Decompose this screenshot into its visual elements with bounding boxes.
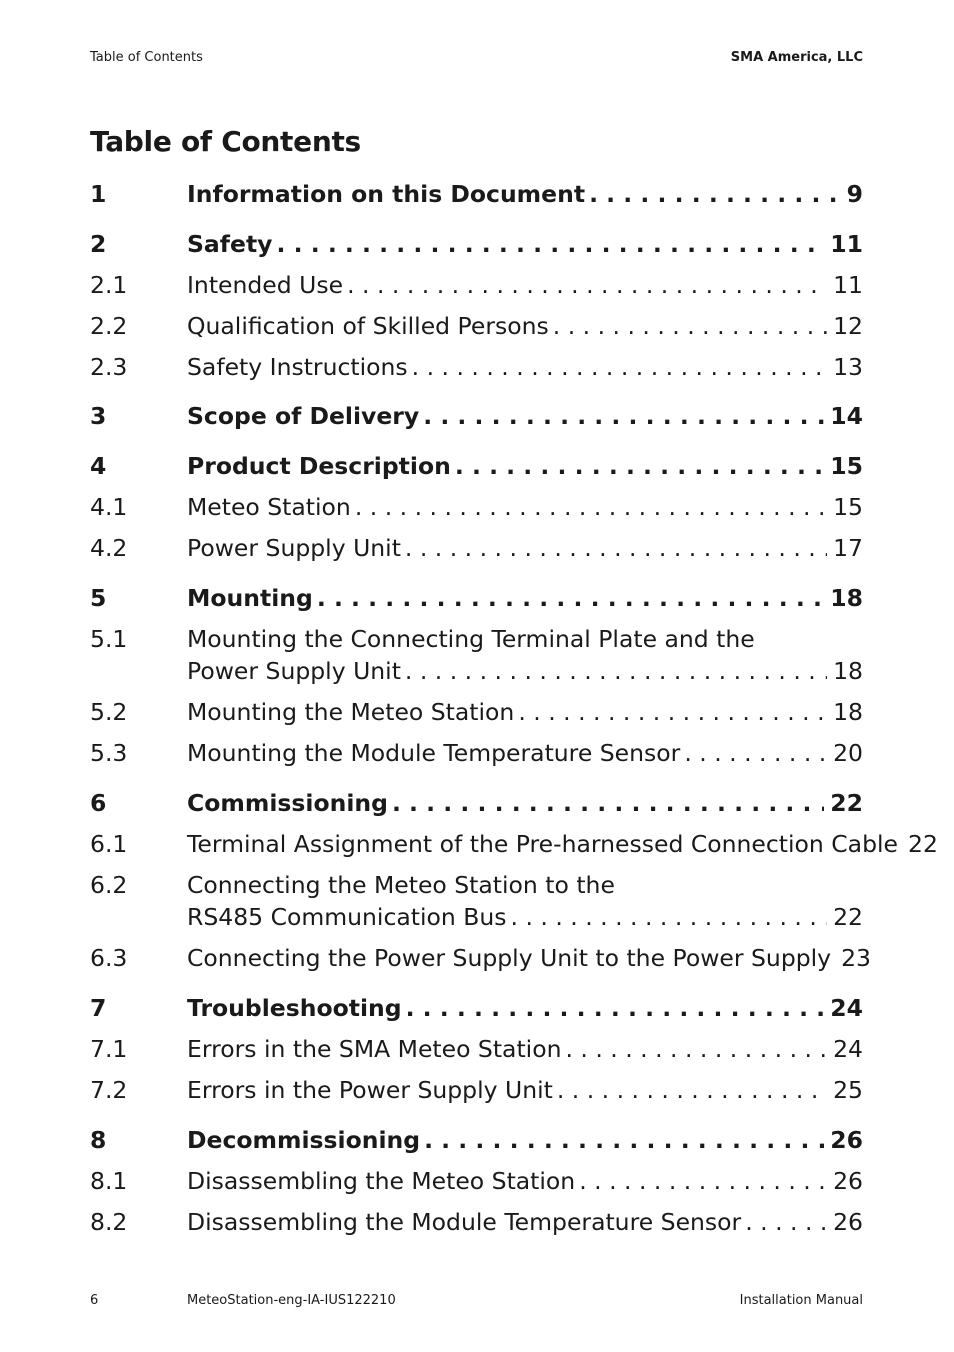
toc-entry[interactable] (90, 869, 863, 933)
toc-entry[interactable] (90, 942, 871, 974)
dot-leader (401, 532, 827, 564)
toc-entry-number: 7.1 (90, 1035, 128, 1063)
toc-entry-number: 8.2 (90, 1208, 128, 1236)
toc-entry-title: Troubleshooting (187, 994, 402, 1022)
toc-entry-number: 3 (90, 402, 107, 430)
toc-entry-page: 22 (833, 903, 863, 931)
toc-entry-page: 13 (833, 353, 863, 381)
toc-entry-title: Mounting the Module Temperature Sensor (187, 739, 681, 767)
dot-leader (408, 351, 827, 383)
toc-entry[interactable] (90, 351, 863, 383)
dot-leader (351, 491, 827, 523)
dot-leader (507, 901, 828, 933)
dot-leader (553, 1074, 827, 1106)
toc-entry-page: 26 (830, 1126, 863, 1154)
toc-entry-page: 14 (830, 402, 863, 430)
toc-entry-title: Meteo Station (187, 493, 351, 521)
toc-entry[interactable] (90, 1124, 863, 1156)
toc-entry-page: 24 (833, 1035, 863, 1063)
toc-entry-page: 11 (830, 230, 863, 258)
toc-entry[interactable] (90, 310, 863, 342)
toc-entry-page: 22 (830, 789, 863, 817)
toc-entry-page: 18 (833, 698, 863, 726)
toc-entry[interactable] (90, 582, 863, 614)
toc-entry-number: 6.2 (90, 871, 128, 899)
toc-entry-title: RS485 Communication Bus (187, 903, 507, 931)
toc-list (90, 178, 938, 1238)
dot-leader (313, 582, 824, 614)
toc-entry-page: 24 (830, 994, 863, 1022)
toc-entry[interactable] (90, 532, 863, 564)
dot-leader (575, 1165, 827, 1197)
toc-entry-page: 26 (833, 1208, 863, 1236)
toc-entry[interactable] (90, 450, 863, 482)
toc-entry-page: 26 (833, 1167, 863, 1195)
toc-entry[interactable] (90, 178, 863, 210)
dot-leader (549, 310, 827, 342)
toc-entry-title: Disassembling the Meteo Station (187, 1167, 576, 1195)
toc-entry-number: 7 (90, 994, 107, 1022)
toc-entry-number: 5 (90, 584, 107, 612)
toc-entry[interactable] (90, 828, 938, 860)
toc-entry-number: 2.1 (90, 271, 128, 299)
toc-entry-page: 18 (830, 584, 863, 612)
toc-entry-number: 5.1 (90, 625, 128, 653)
dot-leader (514, 696, 827, 728)
dot-leader (343, 269, 827, 301)
dot-leader (401, 655, 827, 687)
toc-entry-number: 2.3 (90, 353, 128, 381)
toc-entry-number: 7.2 (90, 1076, 128, 1104)
toc-entry[interactable] (90, 400, 863, 432)
dot-leader (680, 737, 827, 769)
toc-entry-title: Errors in the Power Supply Unit (187, 1076, 553, 1104)
toc-entry-number: 6 (90, 789, 107, 817)
toc-entry[interactable] (90, 696, 863, 728)
toc-entry-number: 2 (90, 230, 107, 258)
toc-entry-page: 9 (846, 180, 863, 208)
dot-leader (420, 1124, 824, 1156)
toc-entry-number: 5.3 (90, 739, 128, 767)
toc-entry[interactable] (90, 491, 863, 523)
toc-entry-title: Safety Instructions (187, 353, 408, 381)
toc-entry-title: Mounting (187, 584, 313, 612)
toc-entry-page: 22 (908, 830, 938, 858)
toc-entry-number: 2.2 (90, 312, 128, 340)
toc-entry-title: Decommissioning (187, 1126, 421, 1154)
toc-entry[interactable] (90, 737, 863, 769)
toc-entry[interactable] (90, 1074, 863, 1106)
toc-entry-title-line1: Mounting the Connecting Terminal Plate and the (187, 625, 755, 653)
dot-leader (741, 1206, 827, 1238)
dot-leader (585, 178, 841, 210)
toc-entry-page: 25 (833, 1076, 863, 1104)
toc-entry-page: 11 (833, 271, 863, 299)
toc-entry-page: 20 (833, 739, 863, 767)
running-header-section: Table of Contents (90, 50, 203, 65)
toc-entry-number: 4.2 (90, 534, 128, 562)
toc-entry-number: 1 (90, 180, 107, 208)
dot-leader (402, 992, 825, 1024)
toc-entry-number: 8.1 (90, 1167, 128, 1195)
toc-entry[interactable] (90, 228, 863, 260)
toc-entry[interactable] (90, 1206, 863, 1238)
toc-entry-number: 5.2 (90, 698, 128, 726)
toc-entry-page: 15 (830, 452, 863, 480)
toc-entry-title: Qualification of Skilled Persons (187, 312, 549, 340)
dot-leader (451, 450, 824, 482)
toc-entry-page: 15 (833, 493, 863, 521)
toc-entry-number: 6.3 (90, 944, 128, 972)
toc-entry-title: Commissioning (187, 789, 388, 817)
toc-entry[interactable] (90, 787, 863, 819)
toc-entry-number: 6.1 (90, 830, 128, 858)
toc-entry-number: 4.1 (90, 493, 128, 521)
toc-entry-title: Errors in the SMA Meteo Station (187, 1035, 562, 1063)
toc-entry-title: Safety (187, 230, 273, 258)
dot-leader (561, 1033, 827, 1065)
dot-leader (419, 400, 824, 432)
footer-page-number: 6 (90, 1293, 99, 1308)
dot-leader (273, 228, 825, 260)
toc-entry-title: Product Description (187, 452, 451, 480)
footer-manual-type: Installation Manual (739, 1293, 863, 1308)
toc-entry-title: Information on this Document (187, 180, 586, 208)
toc-entry-page: 23 (841, 944, 871, 972)
toc-entry[interactable] (90, 623, 863, 687)
toc-entry-page: 12 (833, 312, 863, 340)
toc-entry-page: 18 (833, 657, 863, 685)
toc-entry-title-line1: Connecting the Meteo Station to the (187, 871, 615, 899)
toc-entry-title: Terminal Assignment of the Pre-harnessed Connection Cable (187, 830, 898, 858)
toc-entry-title: Connecting the Power Supply Unit to the Power Supply (187, 944, 832, 972)
toc-entry-title: Power Supply Unit (187, 657, 401, 685)
toc-entry[interactable] (90, 269, 863, 301)
toc-entry-title: Scope of Delivery (187, 402, 420, 430)
toc-entry-title: Mounting the Meteo Station (187, 698, 515, 726)
toc-entry-number: 4 (90, 452, 107, 480)
toc-entry[interactable] (90, 992, 863, 1024)
running-header-company: SMA America, LLC (730, 50, 863, 65)
toc-entry-title: Power Supply Unit (187, 534, 401, 562)
toc-entry-number: 8 (90, 1126, 107, 1154)
toc-entry[interactable] (90, 1165, 863, 1197)
toc-entry-page: 17 (833, 534, 863, 562)
dot-leader (388, 787, 824, 819)
page-title: Table of Contents (90, 125, 361, 158)
toc-entry-title: Intended Use (187, 271, 344, 299)
footer-document-id: MeteoStation-eng-IA-IUS122210 (187, 1293, 396, 1308)
toc-entry-title: Disassembling the Module Temperature Sensor (187, 1208, 742, 1236)
toc-entry[interactable] (90, 1033, 863, 1065)
